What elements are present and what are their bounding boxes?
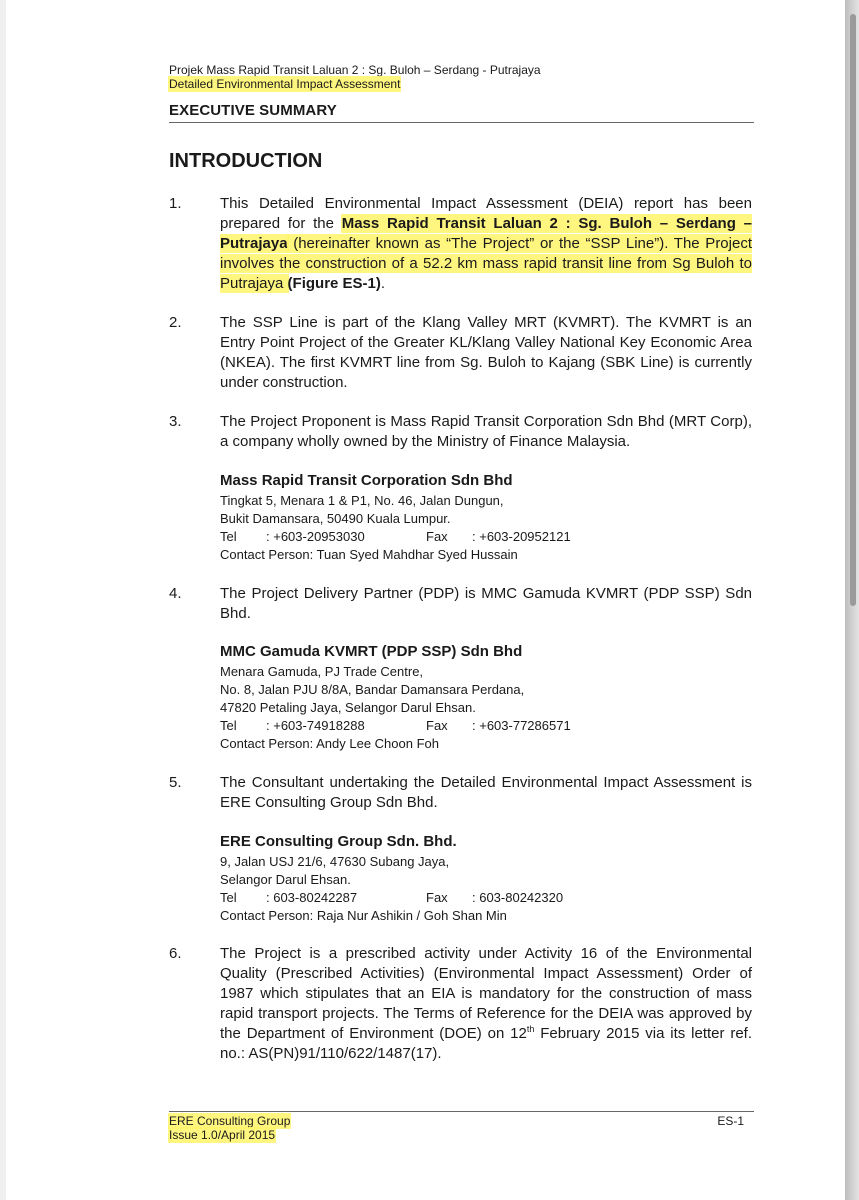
contact-block-pdp xyxy=(220,642,660,753)
paragraph-6: The Project is a prescribed activity under Activity 16 of the Environmental Quality (Prescribed Activities) (Environmental Impact Assessment) Order of 1987 which stipulates that an EIA is mandatory for the construction of mass rapid transport projects. The Terms of Reference for the DEIA was approved by the Department of Environment (DOE) on 12th February 2015 via its letter ref. no.: AS(PN)91/110/622/1487(17). xyxy=(220,945,753,1062)
vertical-scrollbar[interactable] xyxy=(850,14,856,606)
contact-address-line: Menara Gamuda, PJ Trade Centre, xyxy=(220,664,424,679)
contact-tel: : +603-20953030 xyxy=(266,529,365,544)
contact-phone-row: Tel : +603-20953030 Fax : +603-20952121 xyxy=(220,529,571,544)
contact-company-name: ERE Consulting Group Sdn. Bhd. xyxy=(220,833,457,850)
figure-reference: (Figure ES-1) xyxy=(287,275,381,292)
paragraph-2: The SSP Line is part of the Klang Valley MRT (KVMRT). The KVMRT is an Entry Point Project of the Greater KL/Klang Valley National Key Economic Area (NKEA). The first KVMRT line from Sg. Buloh to Kajang (SBK Line) is currently under construction. xyxy=(220,314,752,391)
contact-company-name: Mass Rapid Transit Corporation Sdn Bhd xyxy=(220,472,513,489)
paragraph-5: The Consultant undertaking the Detailed Environmental Impact Assessment is ERE Consulting Group Sdn Bhd. xyxy=(220,774,752,811)
project-description-highlight: (hereinafter known as “The Project” or the “SSP Line”). The Project involves the construction of a 52.2 km mass rapid transit line from Sg Buloh to Putrajaya xyxy=(220,235,752,292)
contact-block-consultant xyxy=(220,832,660,925)
contact-address-line: Bukit Damansara, 50490 Kuala Lumpur. xyxy=(220,511,451,526)
contact-person: Contact Person: Tuan Syed Mahdhar Syed Hussain xyxy=(220,547,518,562)
paragraph-number: 1. xyxy=(169,195,182,212)
paragraph-3: The Project Proponent is Mass Rapid Transit Corporation Sdn Bhd (MRT Corp), a company wholly owned by the Ministry of Finance Malaysia. xyxy=(220,413,752,450)
page-left-edge xyxy=(0,0,6,1200)
paragraph-number: 2. xyxy=(169,314,182,331)
contact-block-proponent xyxy=(220,471,660,564)
header-project-title: Projek Mass Rapid Transit Laluan 2 : Sg. Buloh – Serdang - Putrajaya xyxy=(169,63,541,77)
contact-company-name: MMC Gamuda KVMRT (PDP SSP) Sdn Bhd xyxy=(220,643,523,660)
contact-fax: : +603-77286571 xyxy=(472,718,571,733)
running-footer xyxy=(169,1114,754,1142)
paragraph-number: 3. xyxy=(169,413,182,430)
running-header xyxy=(169,63,754,91)
header-rule xyxy=(169,122,754,123)
page-heading: INTRODUCTION xyxy=(169,150,323,172)
contact-address-line: Selangor Darul Ehsan. xyxy=(220,872,351,887)
paragraph-number: 6. xyxy=(169,945,182,962)
contact-fax: : 603-80242320 xyxy=(472,890,564,905)
paragraph-1: This Detailed Environmental Impact Assessment (DEIA) report has been prepared for the Mass Rapid Transit Laluan 2 : Sg. Buloh – Serdang – Putrajaya (hereinafter known as “The Project” or the “SSP Line”). The Project involves the construction of a 52.2 km mass rapid transit line from Sg Buloh to Putrajaya (Figure ES-1). xyxy=(220,195,752,292)
contact-phone-row: Tel : 603-80242287 Fax : 603-80242320 xyxy=(220,890,564,905)
contact-phone-row: Tel : +603-74918288 Fax : +603-77286571 xyxy=(220,718,571,733)
contact-address-line: 47820 Petaling Jaya, Selangor Darul Ehsan. xyxy=(220,700,476,715)
contact-address-line: No. 8, Jalan PJU 8/8A, Bandar Damansara Perdana, xyxy=(220,682,525,697)
header-report-type: Detailed Environmental Impact Assessment xyxy=(169,77,401,91)
paragraph-number: 5. xyxy=(169,774,182,791)
contact-person: Contact Person: Raja Nur Ashikin / Goh Shan Min xyxy=(220,908,507,923)
contact-address-line: 9, Jalan USJ 21/6, 47630 Subang Jaya, xyxy=(220,854,450,869)
contact-address-line: Tingkat 5, Menara 1 & P1, No. 46, Jalan Dungun, xyxy=(220,493,504,508)
paragraph-4: The Project Delivery Partner (PDP) is MMC Gamuda KVMRT (PDP SSP) Sdn Bhd. xyxy=(220,585,752,622)
footer-rule xyxy=(169,1111,754,1112)
contact-tel: : +603-74918288 xyxy=(266,718,365,733)
section-title: EXECUTIVE SUMMARY xyxy=(169,102,337,119)
project-name-highlight: Mass Rapid Transit Laluan 2 : Sg. Buloh – Serdang – Putrajaya xyxy=(220,215,752,252)
contact-tel: : 603-80242287 xyxy=(266,890,358,905)
page-number: ES-1 xyxy=(717,1114,744,1128)
contact-person: Contact Person: Andy Lee Choon Foh xyxy=(220,736,439,751)
paragraph-number: 4. xyxy=(169,585,182,602)
footer-issue: Issue 1.0/April 2015 xyxy=(169,1128,276,1142)
footer-company: ERE Consulting Group xyxy=(169,1114,291,1128)
contact-fax: : +603-20952121 xyxy=(472,529,571,544)
